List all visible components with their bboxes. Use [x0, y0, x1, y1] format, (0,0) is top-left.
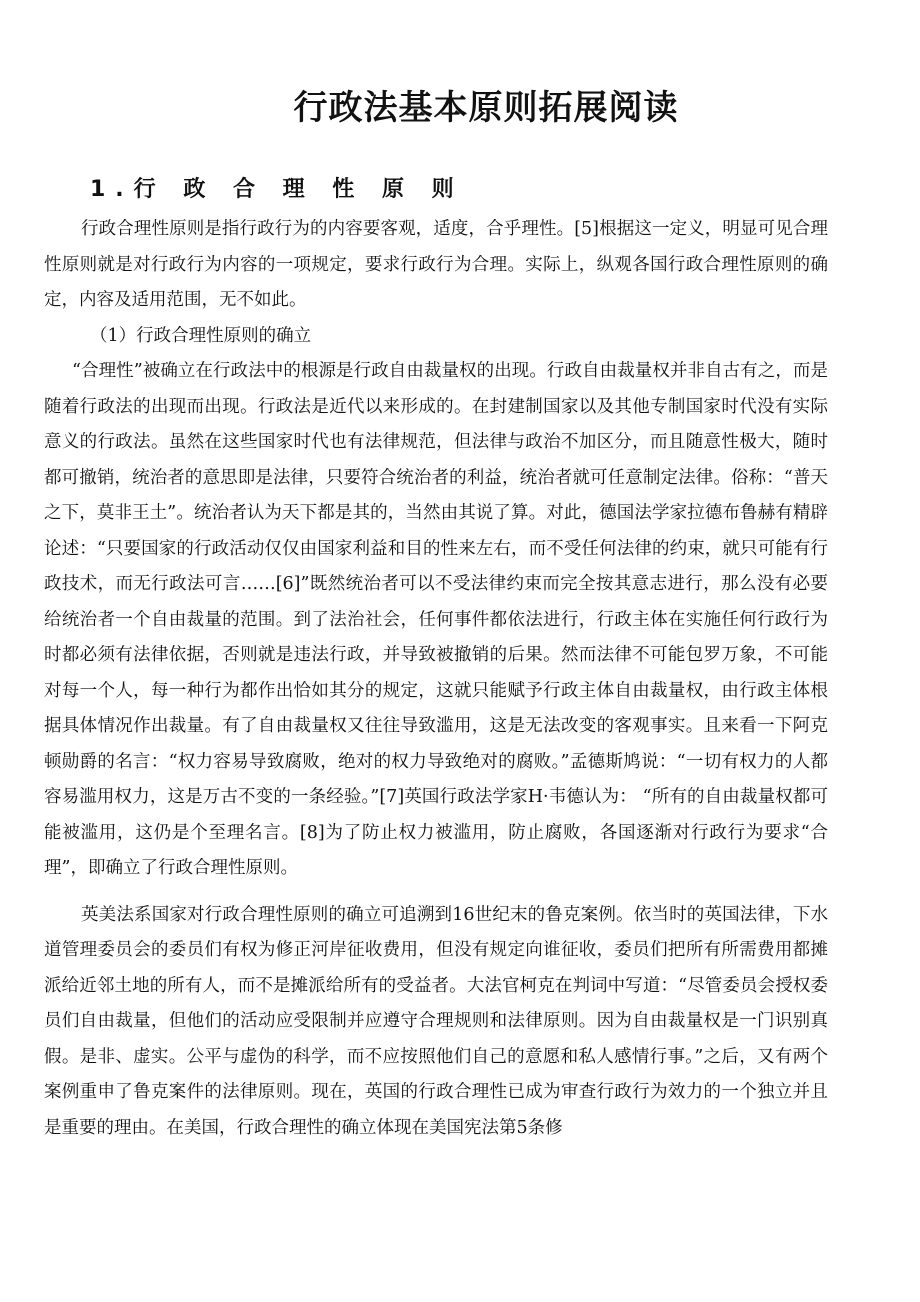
document-body [44, 212, 828, 1146]
paragraph-definition: 行政合理性原则是指行政行为的内容要客观，适度，合乎理性。[5]根据这一定义，明显可见合理性原则就是对行政行为内容的一项规定，要求行政行为合理。实际上，纵观各国行政合理性原则的确定，内容及适用范围，无不如此。 [44, 219, 828, 310]
paragraph-origin: “合理性”被确立在行政法中的根源是行政自由裁量权的出现。行政自由裁量权并非自古有之，而是随着行政法的出现而出现。行政法是近代以来形成的。在封建制国家以及其他专制国家时代没有实际意义的行政法。虽然在这些国家时代也有法律规范，但法律与政治不加区分，而且随意性极大，随时都可撤销，统治者的意思即是法律，只要符合统治者的利益，统治者就可任意制定法律。俗称：“普天之下，莫非王土”。统治者认为天下都是其的，当然由其说了算。对此，德国法学家拉德布鲁赫有精辟论述：“只要国家的行政活动仅仅由国家利益和目的性来左右，而不受任何法律的约束，就只可能有行政技术，而无行政法可言……[6]”既然统治者可以不受法律约束而完全按其意志进行，那么没有必要给统治者一个自由裁量的范围。到了法治社会，任何事件都依法进行，行政主体在实施任何行政行为时都必须有法律依据，否则就是违法行政，并导致被撤销的后果。然而法律不可能包罗万象，不可能对每一个人，每一种行为都作出恰如其分的规定，这就只能赋予行政主体自由裁量权，由行政主体根据具体情况作出裁量。有了自由裁量权又往往导致滥用，这是无法改变的客观事实。且来看一下阿克顿勋爵的名言：“权力容易导致腐败，绝对的权力导致绝对的腐败。”孟德斯鸠说：“一切有权力的人都容易滥用权力，这是万古不变的一条经验。”[7]英国行政法学家H·韦德认为： “所有的自由裁量权都可能被滥用，这仍是个至理名言。[8]为了防止权力被滥用，防止腐败，各国逐渐对行政行为要求“合理”，即确立了行政合理性原则。 [44, 361, 828, 878]
subheading-establishment: （1）行政合理性原则的确立 [90, 325, 312, 346]
paragraph-common-law: 英美法系国家对行政合理性原则的确立可追溯到16世纪末的鲁克案例。依当时的英国法律，下水道管理委员会的委员们有权为修正河岸征收费用，但没有规定向谁征收，委员们把所有所需费用都摊派给近邻土地的所有人，而不是摊派给所有的受益者。大法官柯克在判词中写道：“尽管委员会授权委员们自由裁量，但他们的活动应受限制并应遵守合理规则和法律原则。因为自由裁量权是一门识别真假。是非、虚实。公平与虚伪的科学，而不应按照他们自己的意愿和私人感情行事。”之后，又有两个案例重申了鲁克案件的法律原则。现在，英国的行政合理性已成为审查行政行为效力的一个独立并且是重要的理由。在美国，行政合理性的确立体现在美国宪法第5条修 [44, 904, 828, 1138]
section-heading: 1.行 政 合 理 性 原 则 [90, 177, 464, 202]
document-title: 行政法基本原则拓展阅读 [293, 88, 679, 128]
